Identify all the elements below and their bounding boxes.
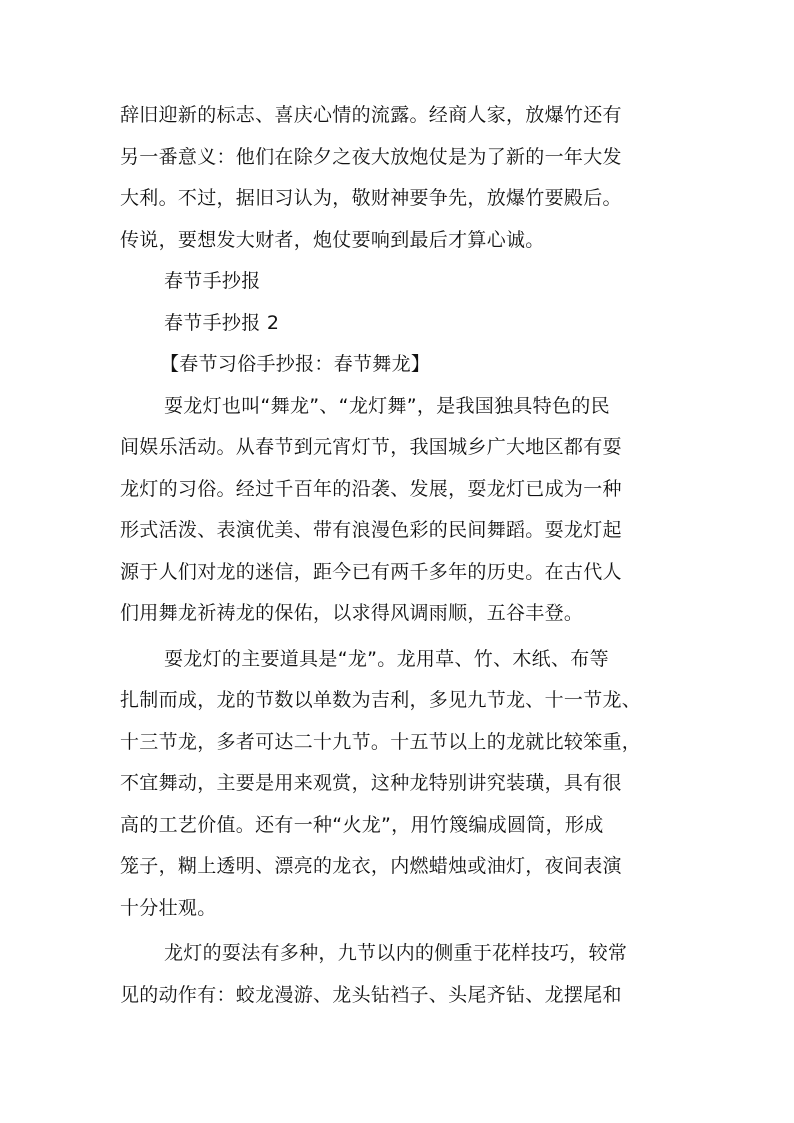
text-line: 高的工艺价值。还有一种“火龙”，用竹篾编成圆筒，形成	[120, 813, 604, 836]
text-line: 笼子，糊上透明、漂亮的龙衣，内燃蜡烛或油灯，夜间表演	[120, 855, 622, 877]
text-line: 耍龙灯也叫“舞龙”、“龙灯舞”，是我国独具特色的民	[164, 394, 610, 417]
text-line: 大利。不过，据旧习认为，敬财神要争先，放爆竹要殿后。	[120, 187, 622, 209]
text-line: 源于人们对龙的迷信，距今已有两千多年的历史。在古代人	[120, 560, 622, 583]
document-body	[120, 95, 680, 1016]
topic-title: 【春节习俗手抄报：春节舞龙】	[160, 353, 431, 375]
text-line: 十分壮观。	[120, 896, 217, 919]
text-line: 传说，要想发大财者，炮仗要响到最后才算心诚。	[120, 228, 545, 251]
text-line: 见的动作有：蛟龙漫游、龙头钻裆子、头尾齐钻、龙摆尾和	[120, 983, 622, 1006]
text-line: 形式活泼、表演优美、带有浪漫色彩的民间舞蹈。耍龙灯起	[120, 519, 622, 541]
text-line: 龙灯的习俗。经过千百年的沿袭、发展，耍龙灯已成为一种	[120, 477, 622, 500]
text-line: 耍龙灯的主要道具是“龙”。龙用草、竹、木纸、布等	[164, 647, 609, 670]
text-line: 间娱乐活动。从春节到元宵灯节，我国城乡广大地区都有耍	[120, 436, 622, 458]
text-line: 另一番意义：他们在除夕之夜大放炮仗是为了新的一年大发	[120, 145, 622, 168]
text-line: 十三节龙，多者可达二十九节。十五节以上的龙就比较笨重，	[120, 730, 642, 753]
text-line: 不宜舞动，主要是用来观赏，这种龙特别讲究装璜，具有很	[120, 772, 622, 794]
section-subheading: 春节手抄报 2	[164, 311, 280, 334]
text-line: 们用舞龙祈祷龙的保佑，以求得风调雨顺，五谷丰登。	[120, 602, 584, 624]
text-line: 扎制而成，龙的节数以单数为吉利，多见九节龙、十一节龙、	[120, 689, 642, 711]
text-line: 龙灯的耍法有多种，九节以内的侧重于花样技巧，较常	[164, 942, 628, 964]
text-line: 辞旧迎新的标志、喜庆心情的流露。经商人家，放爆竹还有	[120, 104, 622, 126]
section-heading: 春节手抄报	[164, 270, 261, 292]
